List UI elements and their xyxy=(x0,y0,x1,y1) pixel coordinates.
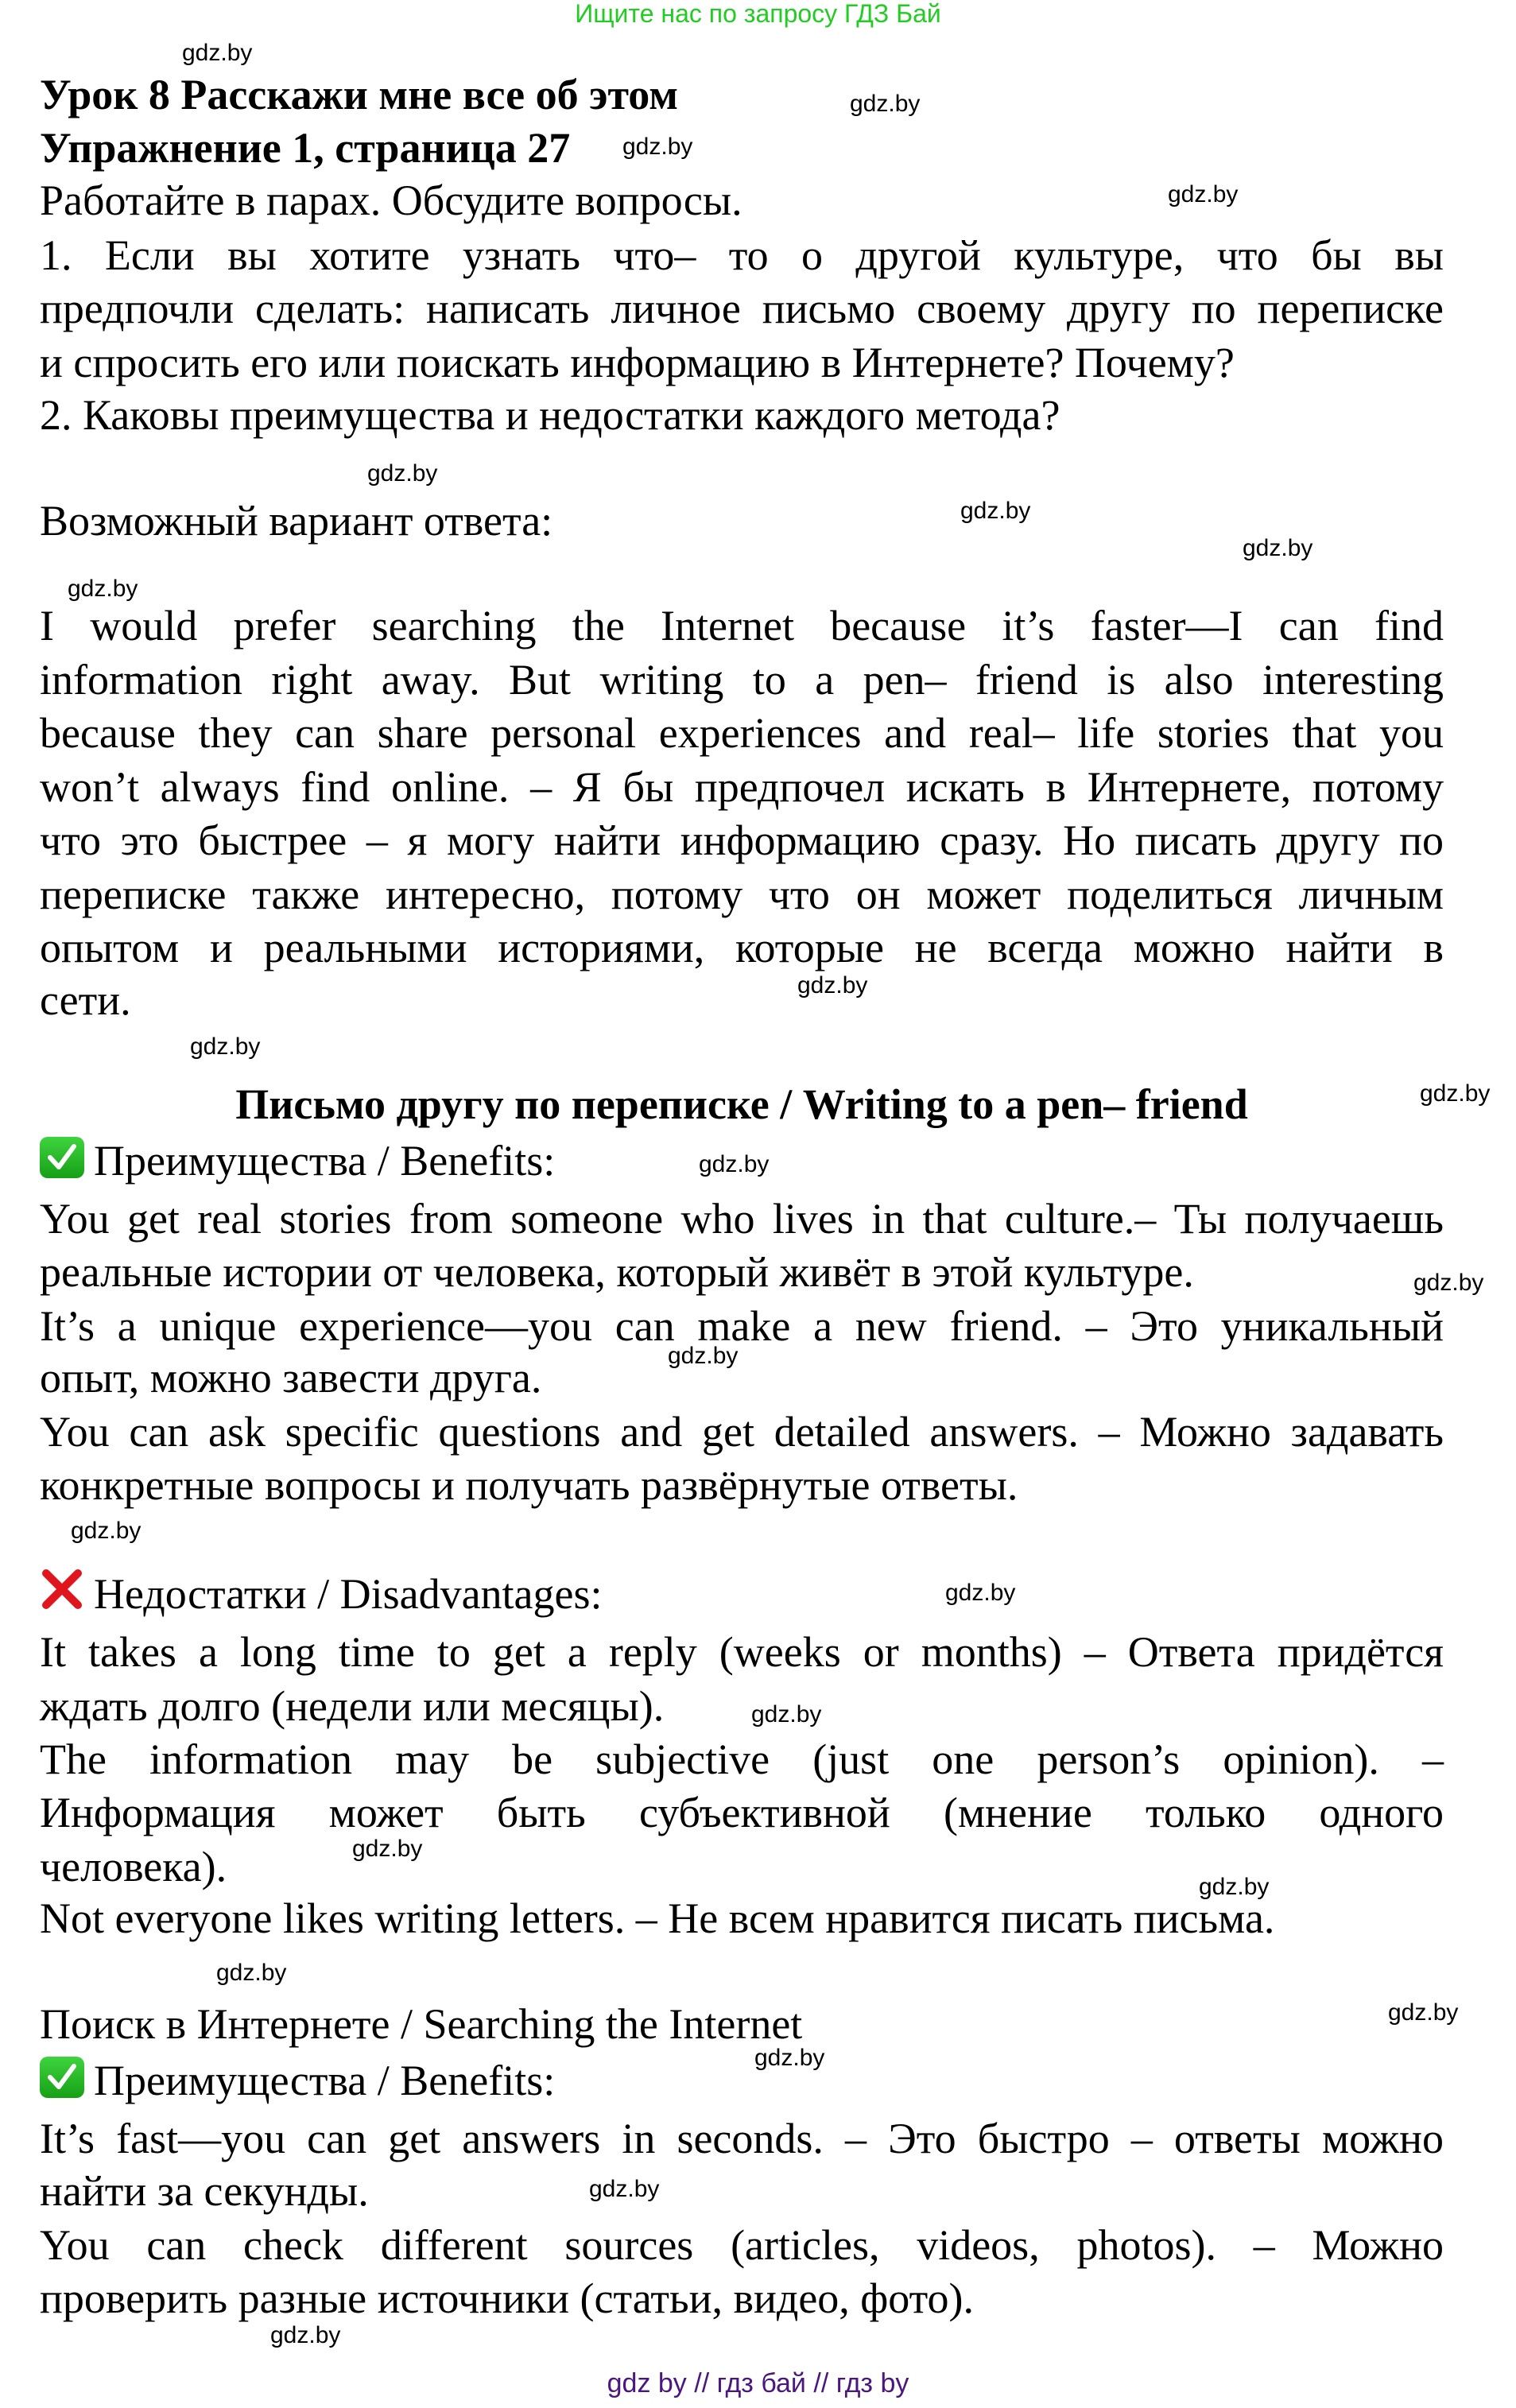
section-title-pen-friend: Письмо другу по переписке / Writing to a pen– friend xyxy=(235,1080,1248,1128)
benefit-line: найти за секунды. xyxy=(40,2167,369,2215)
task-instruction: Работайте в парах. Обсудите вопросы. xyxy=(40,176,742,224)
benefit-line: проверить разные источники (статьи, видео, фото). xyxy=(40,2274,974,2322)
watermark: gdz.by xyxy=(1420,1080,1491,1107)
watermark: gdz.by xyxy=(945,1580,1016,1606)
benefit-line: It’s fast—you can get answers in seconds. – Это быстро – ответы можно xyxy=(40,2115,1444,2162)
watermark: gdz.by xyxy=(754,2045,825,2071)
answer-line: won’t always find online. – Я бы предпочел искать в Интернете, потому xyxy=(40,763,1444,811)
watermark: gdz.by xyxy=(367,460,438,487)
search-banner[interactable]: Ищите нас по запросу ГДЗ Бай xyxy=(575,0,941,28)
disadvantage-line: Not everyone likes writing letters. – Не всем нравится писать письма. xyxy=(40,1894,1275,1942)
disadvantages-label: Недостатки / Disadvantages: xyxy=(94,1570,603,1618)
answer-line: опытом и реальными историями, которые не всегда можно найти в xyxy=(40,924,1444,971)
benefit-line: You get real stories from someone who lives in that culture.– Ты получаешь xyxy=(40,1195,1444,1243)
benefits-heading xyxy=(40,2054,555,2107)
disadvantage-line: Информация может быть субъективной (мнение только одного xyxy=(40,1789,1444,1836)
watermark: gdz.by xyxy=(1243,535,1313,561)
watermark: gdz.by xyxy=(622,134,693,160)
watermark: gdz.by xyxy=(668,1343,739,1369)
section-title-internet: Поиск в Интернете / Searching the Internet xyxy=(40,2000,803,2048)
task-question-line: 2. Каковы преимущества и недостатки каждого метода? xyxy=(40,391,1060,439)
check-mark-icon xyxy=(40,1137,84,1178)
benefits-heading xyxy=(40,1134,555,1188)
watermark: gdz.by xyxy=(1168,181,1239,207)
benefits-label: Преимущества / Benefits: xyxy=(94,1137,556,1185)
answer-line: сети. xyxy=(40,976,131,1024)
footer-links[interactable]: gdz by // гдз бай // гдз by xyxy=(607,2368,909,2398)
cross-mark-icon xyxy=(40,1568,84,1610)
benefit-line: You can check different sources (articles, videos, photos). – Можно xyxy=(40,2221,1444,2269)
benefit-line: It’s a unique experience—you can make a new friend. – Это уникальный xyxy=(40,1302,1444,1350)
task-question-line: 1. Если вы хотите узнать что– то о другой культуре, что бы вы xyxy=(40,231,1444,279)
benefit-line: реальные истории от человека, который живёт в этой культуре. xyxy=(40,1248,1194,1296)
task-question-line: и спросить его или поискать информацию в Интернете? Почему? xyxy=(40,339,1235,386)
watermark: gdz.by xyxy=(270,2322,341,2348)
benefit-line: опыт, можно завести друга. xyxy=(40,1354,542,1402)
check-mark-icon xyxy=(40,2057,84,2098)
answer-line: information right away. But writing to a pen– friend is also interesting xyxy=(40,656,1444,704)
watermark: gdz.by xyxy=(1199,1874,1270,1900)
disadvantage-line: ждать долго (недели или месяцы). xyxy=(40,1682,665,1730)
lesson-title: Урок 8 Расскажи мне все об этом xyxy=(40,71,679,118)
answer-line: что это быстрее – я могу найти информацию сразу. Но писать другу по xyxy=(40,816,1444,864)
benefit-line: You can ask specific questions and get detailed answers. – Можно задавать xyxy=(40,1408,1444,1456)
watermark: gdz.by xyxy=(1413,1270,1484,1296)
answer-label: Возможный вариант ответа: xyxy=(40,497,553,545)
watermark: gdz.by xyxy=(68,576,138,602)
task-question-line: предпочли сделать: написать личное письмо своему другу по переписке xyxy=(40,285,1444,332)
watermark: gdz.by xyxy=(699,1151,770,1177)
watermark: gdz.by xyxy=(190,1033,261,1060)
exercise-title: Упражнение 1, страница 27 xyxy=(40,124,571,172)
disadvantage-line: It takes a long time to get a reply (weeks or months) – Ответа придётся xyxy=(40,1628,1444,1676)
watermark: gdz.by xyxy=(797,972,868,998)
disadvantages-heading xyxy=(40,1568,603,1621)
watermark: gdz.by xyxy=(216,1960,287,1986)
watermark: gdz.by xyxy=(71,1518,142,1544)
watermark: gdz.by xyxy=(751,1701,822,1727)
disadvantage-line: человека). xyxy=(40,1843,227,1890)
benefits-label: Преимущества / Benefits: xyxy=(94,2057,556,2104)
watermark: gdz.by xyxy=(1388,1999,1459,2026)
answer-line: переписке также интересно, потому что он может поделиться личным xyxy=(40,871,1444,918)
benefit-line: конкретные вопросы и получать развёрнутые ответы. xyxy=(40,1461,1018,1509)
answer-line: because they can share personal experiences and real– life stories that you xyxy=(40,709,1444,757)
disadvantage-line: The information may be subjective (just one person’s opinion). – xyxy=(40,1735,1444,1783)
answer-line: I would prefer searching the Internet because it’s faster—I can find xyxy=(40,602,1444,650)
watermark: gdz.by xyxy=(850,91,921,117)
watermark: gdz.by xyxy=(352,1836,423,1862)
watermark: gdz.by xyxy=(960,498,1031,524)
watermark: gdz.by xyxy=(589,2176,660,2202)
watermark: gdz.by xyxy=(182,40,253,66)
